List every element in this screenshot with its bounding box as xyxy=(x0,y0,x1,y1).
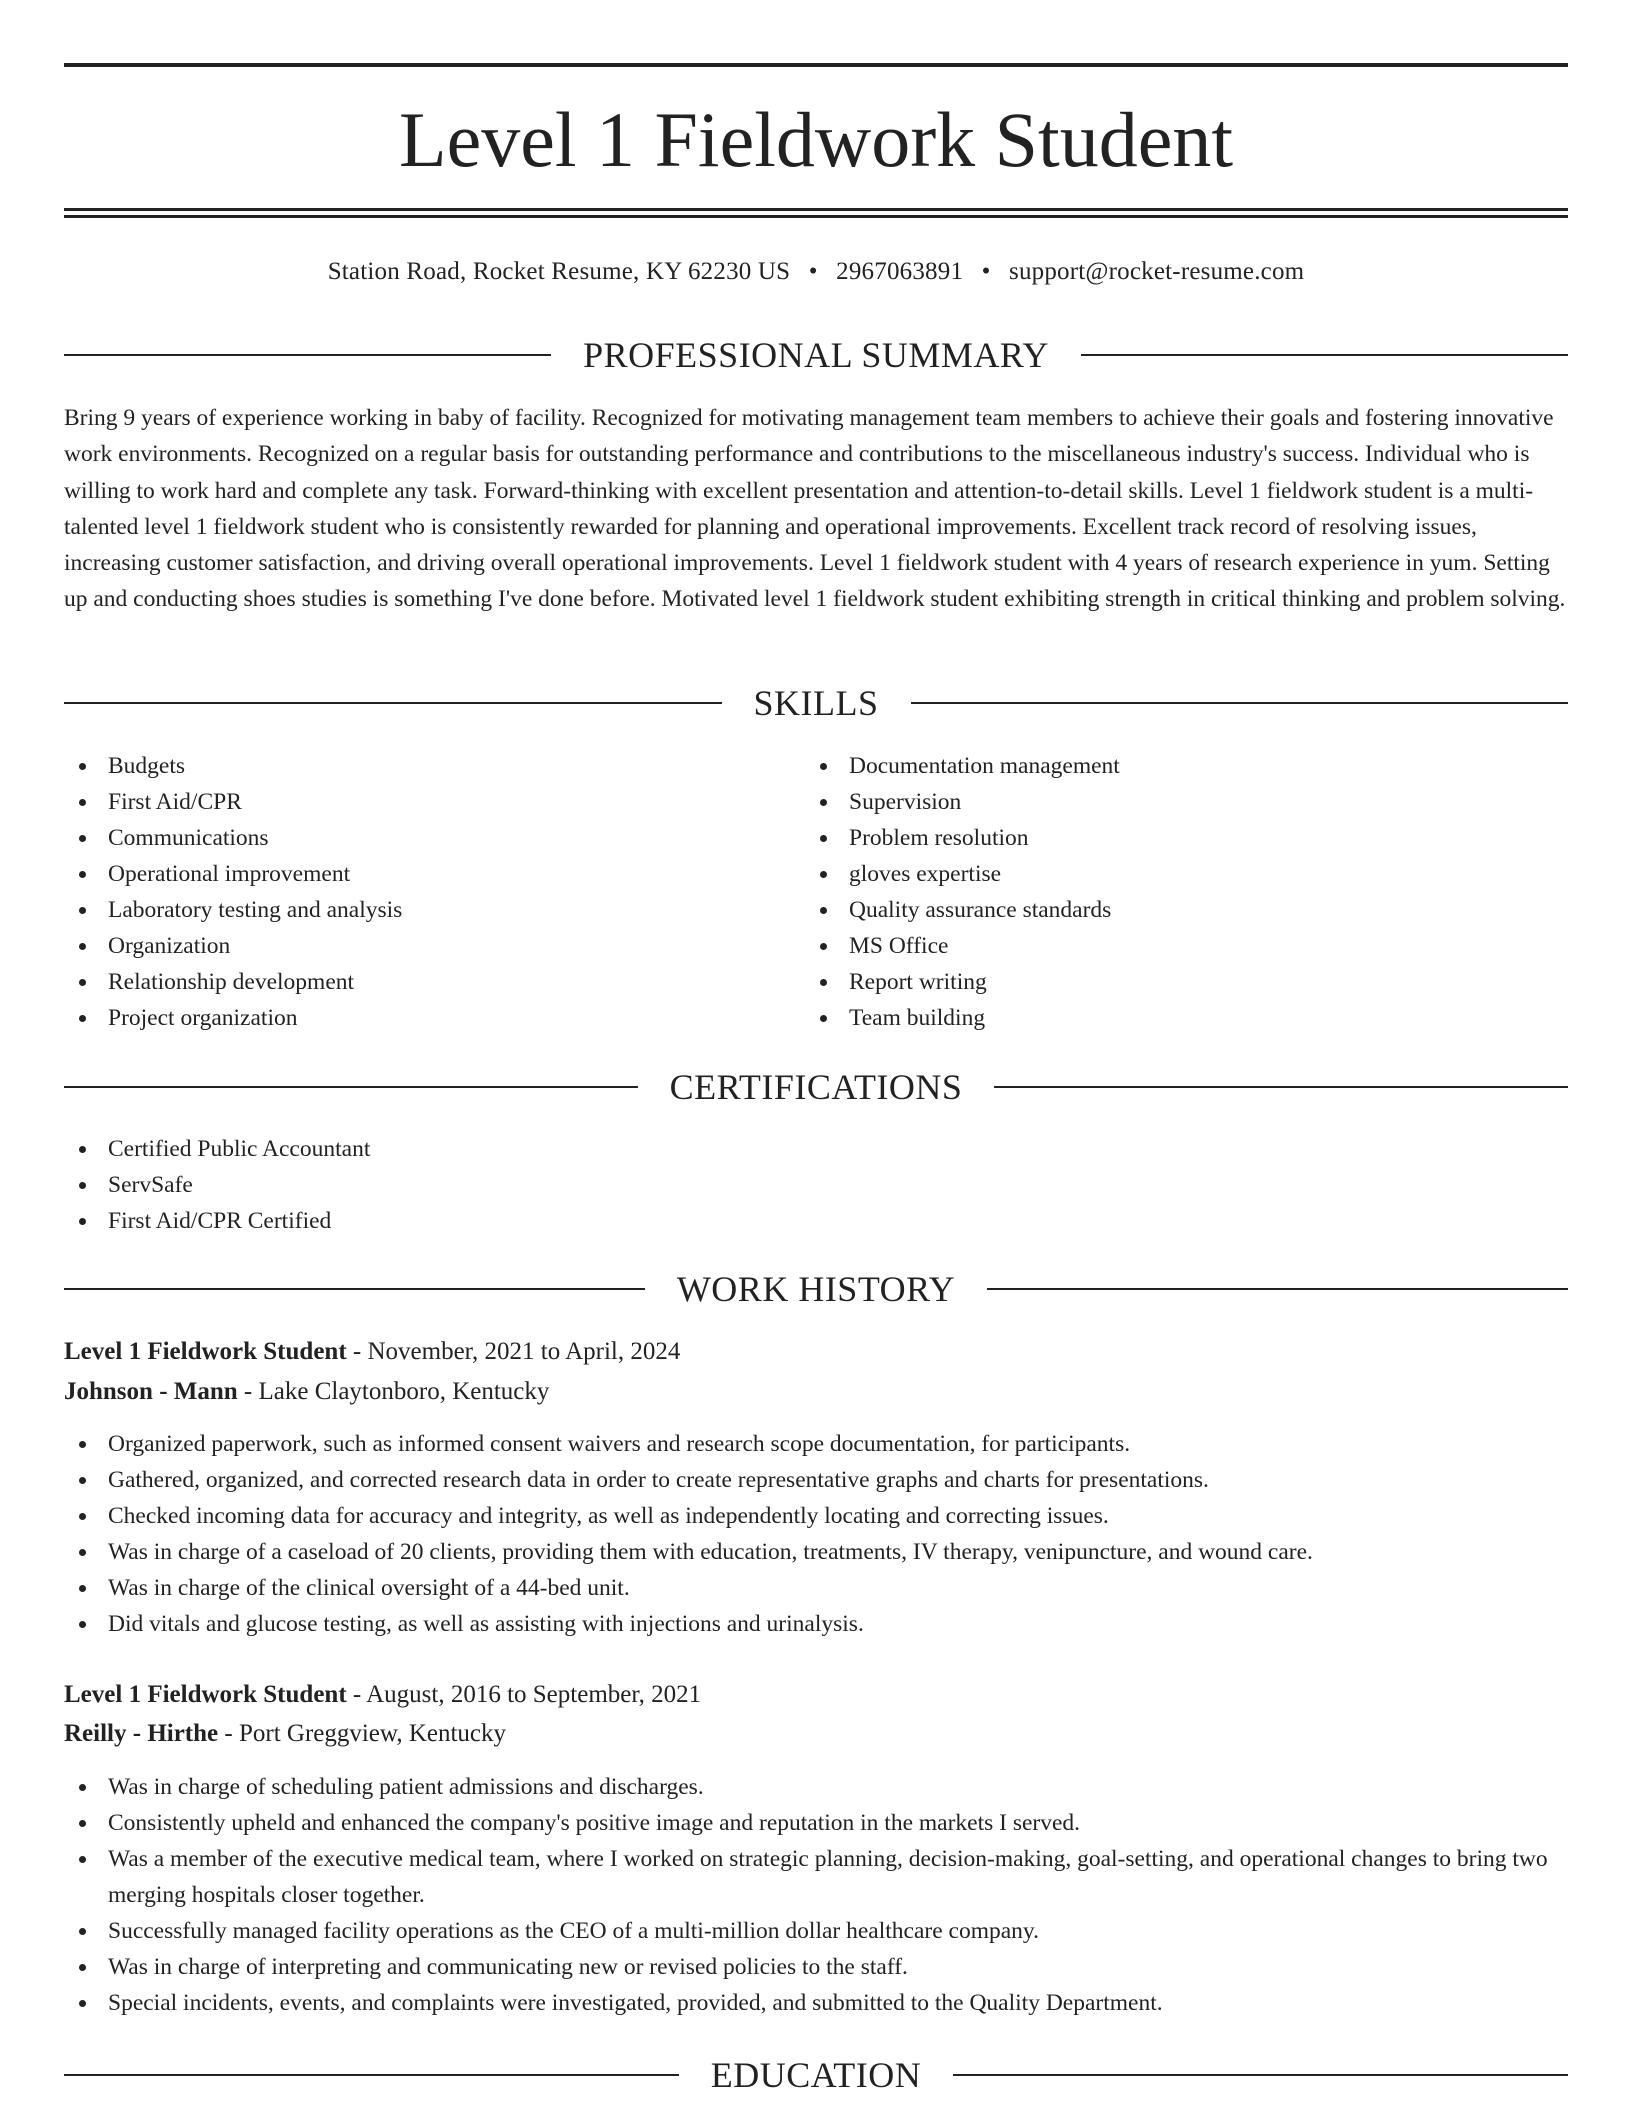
skill-item: gloves expertise xyxy=(805,856,1505,892)
job-duty: Special incidents, events, and complaints were investigated, provided, and submitted to the Quality Department. xyxy=(64,1985,1568,2021)
job-company: Reilly - Hirthe xyxy=(64,1720,219,1747)
section-header-work-history xyxy=(64,1267,1568,1311)
job-duty: Consistently upheld and enhanced the company's positive image and reputation in the markets I served. xyxy=(64,1805,1568,1841)
skill-item: Documentation management xyxy=(805,748,1505,784)
job-title-line xyxy=(64,1676,1568,1714)
section-rule xyxy=(64,354,551,356)
section-title: EDUCATION xyxy=(710,2055,922,2095)
section-header-education xyxy=(64,2053,1568,2097)
section-rule xyxy=(64,1086,638,1088)
contact-address: Station Road, Rocket Resume, KY 62230 US xyxy=(327,258,791,285)
skill-item: Operational improvement xyxy=(64,856,764,892)
job-title: Level 1 Fieldwork Student xyxy=(64,1338,347,1365)
skill-item: Report writing xyxy=(805,964,1505,1000)
job-duty: Was in charge of a caseload of 20 clients, providing them with education, treatments, IV therapy, venipuncture, and wound care. xyxy=(64,1534,1568,1570)
section-header-summary xyxy=(64,333,1568,377)
job-location: - Lake Claytonboro, Kentucky xyxy=(237,1378,550,1405)
job-duty: Was in charge of interpreting and communicating new or revised policies to the staff. xyxy=(64,1949,1568,1985)
skill-item: MS Office xyxy=(805,928,1505,964)
job-duty: Was in charge of the clinical oversight of a 44-bed unit. xyxy=(64,1570,1568,1606)
skill-item: Supervision xyxy=(805,784,1505,820)
job-company-line xyxy=(64,1373,1568,1411)
job-duty: Did vitals and glucose testing, as well as assisting with injections and urinalysis. xyxy=(64,1606,1568,1642)
section-rule xyxy=(911,702,1569,704)
resume-name: Level 1 Fieldwork Student xyxy=(398,96,1234,183)
skill-item: Problem resolution xyxy=(805,820,1505,856)
section-header-certifications xyxy=(64,1065,1568,1109)
skill-item: Quality assurance standards xyxy=(805,892,1505,928)
section-rule xyxy=(987,1288,1568,1290)
section-rule xyxy=(953,2074,1568,2076)
certification-item: Certified Public Accountant xyxy=(64,1131,864,1167)
job-title: Level 1 Fieldwork Student xyxy=(64,1681,347,1708)
job-duties-list xyxy=(64,1426,1568,1642)
section-rule xyxy=(994,1086,1568,1088)
job-company-line xyxy=(64,1715,1568,1753)
job-duty: Was a member of the executive medical team, where I worked on strategic planning, decision-making, goal-setting, and operational changes to bring two merging hospitals closer together. xyxy=(64,1841,1568,1913)
section-rule xyxy=(64,2074,679,2076)
skill-item: Organization xyxy=(64,928,764,964)
contact-line xyxy=(64,254,1568,290)
skill-item: First Aid/CPR xyxy=(64,784,764,820)
job-dates: - November, 2021 to April, 2024 xyxy=(346,1338,681,1365)
skill-item: Laboratory testing and analysis xyxy=(64,892,764,928)
job-title-line xyxy=(64,1333,1568,1371)
section-title: PROFESSIONAL SUMMARY xyxy=(583,335,1049,375)
job-duty: Gathered, organized, and corrected research data in order to create representative graphs and charts for presentations. xyxy=(64,1462,1568,1498)
section-rule xyxy=(64,702,722,704)
top-rule xyxy=(64,63,1568,67)
certification-item: ServSafe xyxy=(64,1167,864,1203)
section-rule xyxy=(1081,354,1568,356)
skills-list-right xyxy=(805,748,1505,1036)
summary-text: Bring 9 years of experience working in baby of facility. Recognized for motivating management team members to achieve their goals and fostering innovative work environments. Recognized on a regular basis for outstanding performance and contributions to the miscellaneous industry's success. Individual who is willing to work hard and complete any task. Forward-thinking with excellent presentation and attention-to-detail skills. Level 1 fieldwork student is a multi-talented level 1 fieldwork student who is consistently rewarded for planning and operational improvements. Excellent track record of resolving issues, increasing customer satisfaction, and driving overall operational improvements. Level 1 fieldwork student with 4 years of research experience in yum. Setting up and conducting shoes studies is something I've done before. Motivated level 1 fieldwork student exhibiting strength in critical thinking and problem solving. xyxy=(64,405,1566,613)
contact-email: support@rocket-resume.com xyxy=(1009,258,1305,285)
section-rule xyxy=(64,1288,645,1290)
section-title: SKILLS xyxy=(753,683,879,723)
job-duties-list xyxy=(64,1769,1568,2021)
certifications-list xyxy=(64,1131,864,1239)
job-duty: Was in charge of scheduling patient admissions and discharges. xyxy=(64,1769,1568,1805)
section-title: WORK HISTORY xyxy=(676,1269,956,1309)
job-location: - Port Greggview, Kentucky xyxy=(218,1720,507,1747)
contact-phone: 2967063891 xyxy=(836,258,964,285)
section-title: CERTIFICATIONS xyxy=(669,1067,963,1107)
job-dates: - August, 2016 to September, 2021 xyxy=(346,1681,702,1708)
skill-item: Project organization xyxy=(64,1000,764,1036)
skill-item: Relationship development xyxy=(64,964,764,1000)
job-duty: Checked incoming data for accuracy and integrity, as well as independently locating and correcting issues. xyxy=(64,1498,1568,1534)
contact-separator: • xyxy=(981,258,991,285)
skill-item: Communications xyxy=(64,820,764,856)
contact-separator: • xyxy=(808,258,818,285)
job-duty: Successfully managed facility operations as the CEO of a multi-million dollar healthcare company. xyxy=(64,1913,1568,1949)
skill-item: Team building xyxy=(805,1000,1505,1036)
skills-list-left xyxy=(64,748,764,1036)
certification-item: First Aid/CPR Certified xyxy=(64,1203,864,1239)
double-rule xyxy=(64,208,1568,218)
job-duty: Organized paperwork, such as informed consent waivers and research scope documentation, for participants. xyxy=(64,1426,1568,1462)
skill-item: Budgets xyxy=(64,748,764,784)
section-header-skills xyxy=(64,681,1568,725)
job-company: Johnson - Mann xyxy=(64,1378,238,1405)
